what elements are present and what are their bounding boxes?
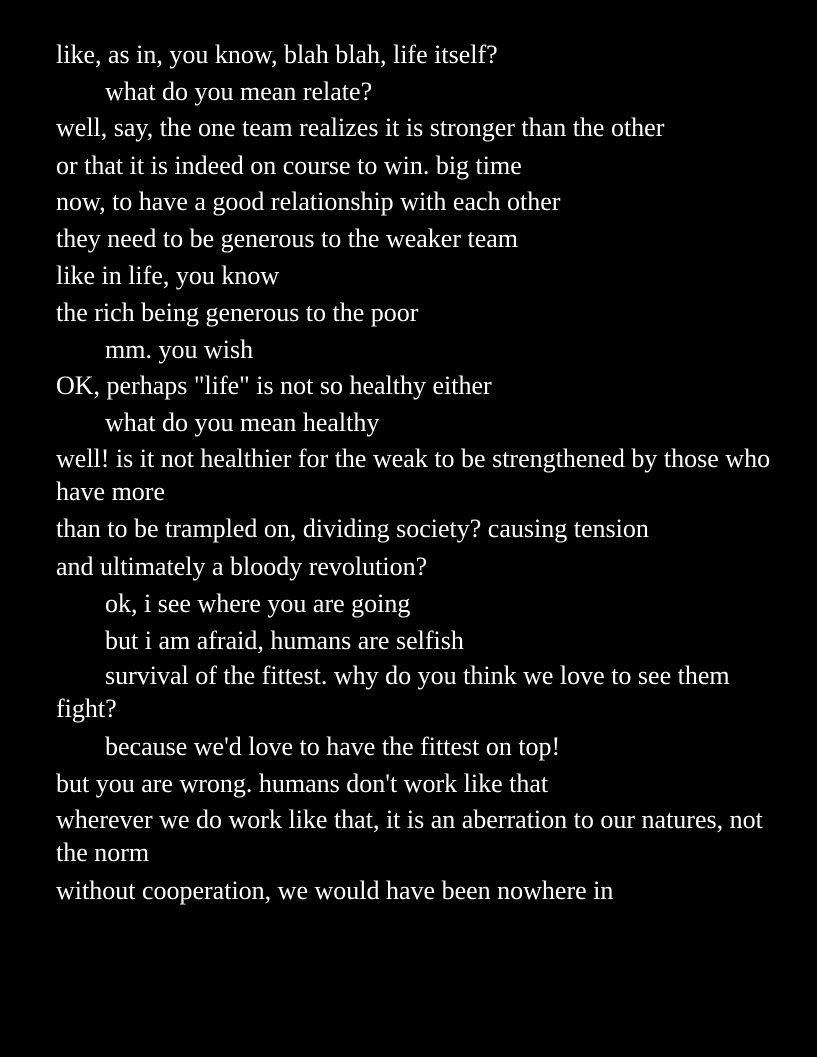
text-line: now, to have a good relationship with each other [56,187,561,217]
text-line: the rich being generous to the poor [56,297,419,327]
text-line: ok, i see where you are going [105,588,411,618]
text-line: what do you mean healthy [105,408,380,438]
text-line: wherever we do work like that, it is an aberration to our natures, not the norm [56,804,763,867]
text-line: like, as in, you know, blah blah, life itself? [56,40,498,69]
text-line: well! is it not healthier for the weak to be strengthened by those who have more [56,443,771,506]
text-line: than to be trampled on, dividing society? causing tension [56,513,649,543]
text-line: well, say, the one team realizes it is stronger than the other [56,112,665,142]
text-line: like in life, you know [56,260,280,290]
text-line: without cooperation, we would have been nowhere in [56,875,614,905]
text-line: but i am afraid, humans are selfish [105,625,464,655]
text-line: what do you mean relate? [105,76,373,106]
text-line: and ultimately a bloody revolution? [56,551,428,581]
text-line: but you are wrong. humans don't work like that [56,769,549,799]
text-line: they need to be generous to the weaker team [56,224,519,254]
text-line: mm. you wish [105,334,254,364]
text-line: survival of the fittest. why do you think we love to see them fight? [56,661,730,724]
text-line: OK, perhaps "life" is not so healthy either [56,371,492,401]
text-line: or that it is indeed on course to win. big time [56,150,522,180]
poem-text [56,37,776,910]
text-line: because we'd love to have the fittest on top! [105,732,561,762]
